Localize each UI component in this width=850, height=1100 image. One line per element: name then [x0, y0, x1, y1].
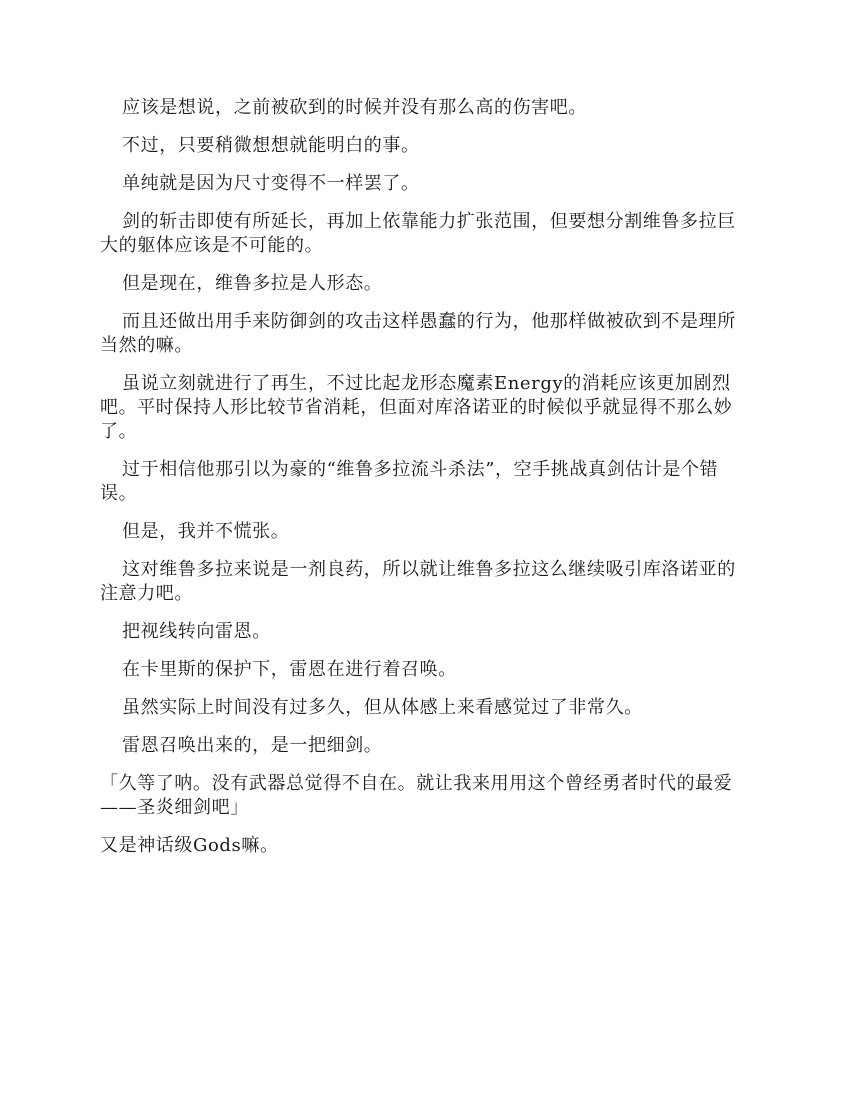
paragraph-10: 这对维鲁多拉来说是一剂良药，所以就让维鲁多拉这么继续吸引库洛诺亚的注意力吧。: [100, 559, 736, 604]
paragraph-9: 但是，我并不慌张。: [122, 521, 290, 542]
paragraph-11: 把视线转向雷恩。: [122, 621, 271, 642]
document-page: [100, 96, 750, 872]
paragraph-7: 虽说立刻就进行了再生，不过比起龙形态魔素Energy的消耗应该更加剧烈吧。平时保持人形比较节省消耗，但面对库洛诺亚的时候似乎就显得不那么妙了。: [100, 373, 733, 442]
paragraph-6: 而且还做出用手来防御剑的攻击这样愚蠢的行为，他那样做被砍到不是理所当然的嘛。: [100, 311, 736, 356]
paragraph-5: 但是现在，维鲁多拉是人形态。: [122, 273, 383, 294]
paragraph-16: 又是神话级Gods嘛。: [100, 835, 279, 856]
paragraph-13: 虽然实际上时间没有过多久，但从体感上来看感觉过了非常久。: [122, 697, 643, 718]
paragraph-4: 剑的斩击即使有所延长，再加上依靠能力扩张范围，但要想分割维鲁多拉巨大的躯体应该是不可能的。: [100, 211, 736, 256]
dialogue-line: 「久等了呐。没有武器总觉得不自在。就让我来用用这个曾经勇者时代的最爱——圣炎细剑吧」: [100, 773, 733, 818]
paragraph-14: 雷恩召唤出来的，是一把细剑。: [122, 735, 383, 756]
paragraph-3: 单纯就是因为尺寸变得不一样罢了。: [122, 173, 420, 194]
paragraph-12: 在卡里斯的保护下，雷恩在进行着召唤。: [122, 659, 457, 680]
paragraph-8: 过于相信他那引以为豪的“维鲁多拉流斗杀法”，空手挑战真剑估计是个错误。: [100, 459, 719, 504]
paragraph-2: 不过，只要稍微想想就能明白的事。: [122, 135, 420, 156]
paragraph-1: 应该是想说，之前被砍到的时候并没有那么高的伤害吧。: [122, 97, 587, 118]
